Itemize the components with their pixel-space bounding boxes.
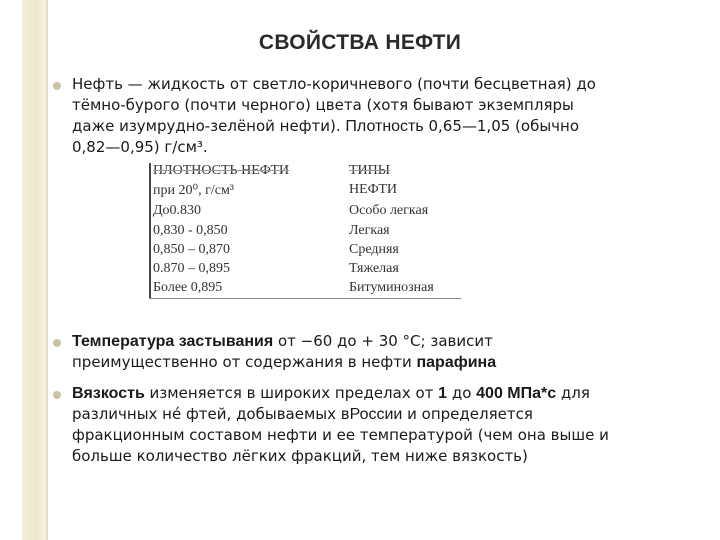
viscosity-term: Вязкость	[72, 385, 145, 402]
pour-point-paragraph	[72, 331, 702, 373]
text-run: 0,65—1,05 (обычно	[423, 117, 580, 135]
header-types: ТИПЫ	[349, 163, 390, 178]
text-run: от −60 до + 30 °C; зависит	[273, 332, 493, 350]
text-line: фракционным составом нефти и ее температурой (чем она выше и	[72, 426, 609, 444]
text-line: Нефть — жидкость от светло-коричневого (почти бесцветная) до	[72, 75, 596, 93]
text-line: больше количество лёгких фракций, тем ниже вязкость)	[72, 447, 528, 465]
text-line	[72, 404, 702, 425]
bullet-marker	[53, 82, 61, 90]
density-cell: Более 0,895	[153, 280, 223, 295]
table-row	[149, 223, 461, 242]
text-run: даже изумрудно-зелёной нефти).	[72, 117, 346, 135]
header-types-sub: НЕФТИ	[349, 182, 398, 197]
text-run: изменяется в широких пределах от	[144, 384, 439, 402]
bullet-marker	[53, 339, 61, 347]
text-line	[72, 352, 702, 373]
text-run: и определяется	[402, 405, 533, 423]
type-cell: Средняя	[349, 242, 399, 257]
text-line: 0,82—0,95) г/см³.	[72, 138, 208, 156]
viscosity-max: 400 МПа*с	[476, 385, 557, 402]
table-row	[149, 261, 461, 280]
bullet-marker	[53, 391, 61, 399]
density-cell: 0,830 - 0,850	[153, 223, 228, 238]
text-line: тёмно-бурого (почти черного) цвета (хотя бывают экземпляры	[72, 96, 574, 114]
oil-description-paragraph	[72, 74, 702, 158]
decorative-side-band	[22, 0, 46, 540]
text-run: преимущественно от содержания в нефти	[72, 353, 417, 371]
text-line	[72, 331, 702, 352]
slide-title: СВОЙСТВА НЕФТИ	[258, 31, 462, 54]
type-cell: Битуминозная	[349, 280, 434, 295]
header-density: ПЛОТНОСТЬ НЕФТИ	[153, 163, 290, 178]
viscosity-min: 1	[438, 385, 448, 402]
density-term: Плотность	[345, 118, 424, 135]
text-line	[72, 383, 702, 404]
paraffin-term: парафина	[416, 354, 497, 371]
density-cell: 0.870 – 0,895	[153, 261, 230, 276]
type-cell: Легкая	[349, 223, 390, 238]
type-cell: Тяжелая	[349, 261, 399, 276]
text-run: различных не́ фтей, добываемых в	[72, 405, 350, 423]
type-cell: Особо легкая	[349, 203, 429, 218]
text-run: до	[447, 384, 477, 402]
viscosity-paragraph	[72, 383, 702, 467]
table-row	[149, 203, 461, 222]
text-run: для	[556, 384, 590, 402]
text-line	[72, 116, 702, 137]
table-row	[149, 280, 461, 299]
table-header-row	[149, 182, 461, 201]
header-density-units: при 20⁰, г/см³	[153, 183, 234, 198]
table-row	[149, 242, 461, 261]
russia-term: России	[349, 406, 403, 423]
density-cell: 0,850 – 0,870	[153, 242, 230, 257]
pour-point-term: Температура застывания	[72, 333, 274, 350]
density-table	[149, 163, 461, 299]
density-cell: До0.830	[153, 203, 202, 218]
table-header-row	[149, 163, 461, 182]
